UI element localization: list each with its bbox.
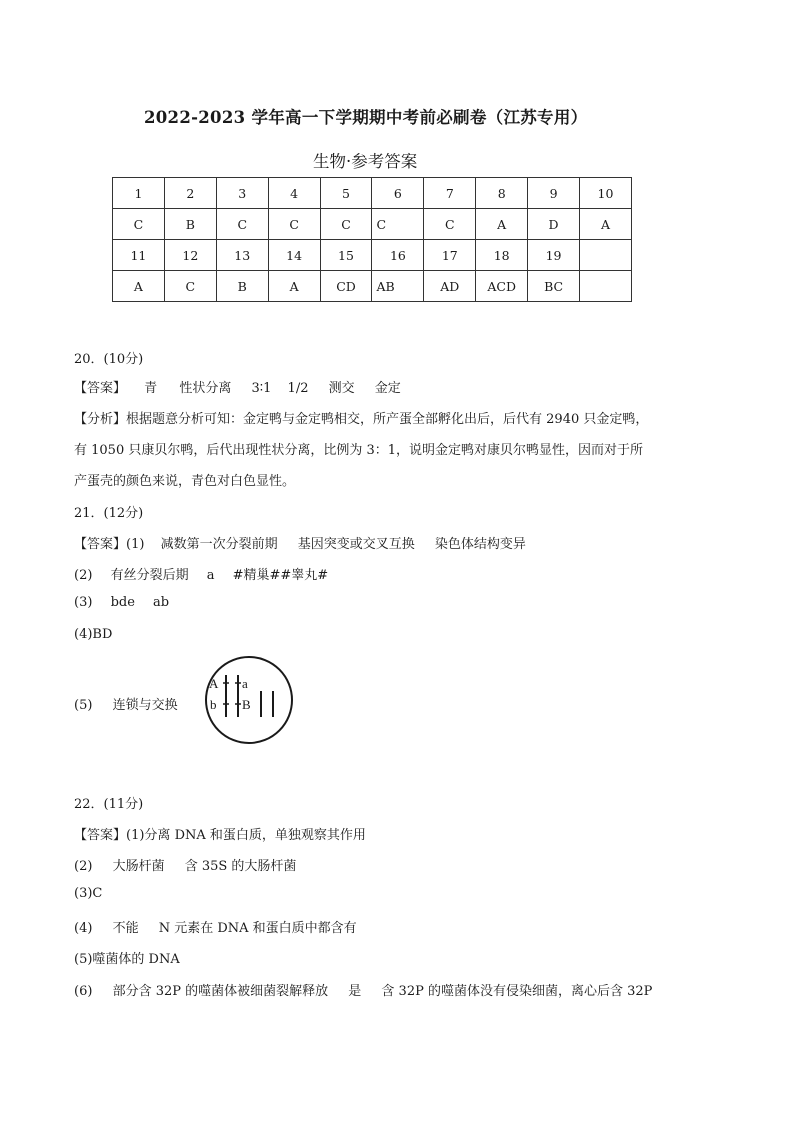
table-cell: C [216, 209, 268, 240]
table-cell: 6 [372, 178, 424, 209]
table-cell: 10 [580, 178, 632, 209]
answer-item: 有丝分裂后期 [110, 568, 189, 583]
q22-heading: 22．(11分) [74, 797, 144, 812]
document-title: 2022-2023 学年高一下学期期中考前必刷卷（江苏专用） [144, 108, 588, 127]
gene-label-B: B [242, 697, 251, 712]
answer-item: ab [153, 595, 170, 610]
q22-part2 [74, 855, 296, 874]
answer-label: 【答案】 [74, 381, 127, 396]
table-cell: BC [528, 271, 580, 302]
q20-analysis-line: 产蛋壳的颜色来说，青色对白色显性。 [74, 474, 296, 489]
analysis-text: 根据题意分析可知：金定鸭与金定鸭相交，所产蛋全部孵化出后，后代有 2940 只金定鸭， [126, 412, 649, 427]
table-cell: 16 [372, 240, 424, 271]
analysis-label: 【分析】 [74, 412, 127, 427]
table-cell: C [268, 209, 320, 240]
table-cell: AB [372, 271, 424, 302]
part-number: (2) [74, 568, 93, 583]
q20-analysis-line [74, 408, 648, 427]
answer-item: 基因突变或交叉互换 [297, 537, 415, 552]
answer-item: 性状分离 [179, 381, 232, 396]
q22-part3: (3)C [74, 886, 103, 901]
gene-label-a: a [242, 676, 248, 691]
q22-part5: (5)噬菌体的 DNA [74, 952, 180, 967]
table-cell: B [164, 209, 216, 240]
answer-item: N 元素在 DNA 和蛋白质中都含有 [158, 921, 357, 936]
table-cell: 14 [268, 240, 320, 271]
answer-label: 【答案】 [74, 828, 127, 843]
answer-item: bde [110, 595, 135, 610]
q21-part2 [74, 564, 328, 583]
table-cell: ACD [476, 271, 528, 302]
q21-part1 [74, 533, 526, 552]
table-cell: 19 [528, 240, 580, 271]
table-row [113, 178, 632, 209]
table-cell: B [216, 271, 268, 302]
table-cell: AD [424, 271, 476, 302]
gene-label-A: A [209, 676, 219, 691]
answer-item: 1/2 [287, 381, 309, 396]
table-cell: 2 [164, 178, 216, 209]
answer-item: 是 [348, 984, 362, 999]
answer-item: 含 35S 的大肠杆菌 [184, 859, 297, 874]
table-cell: 3 [216, 178, 268, 209]
answer-item: 大肠杆菌 [112, 859, 165, 874]
table-row [113, 271, 632, 302]
table-row [113, 240, 632, 271]
answer-item: 不能 [112, 921, 139, 936]
part-number: (3) [74, 595, 93, 610]
table-row [113, 209, 632, 240]
answer-item: 部分含 32P 的噬菌体被细菌裂解释放 [112, 984, 329, 999]
answer-item: a [206, 568, 215, 583]
table-cell: 11 [113, 240, 165, 271]
table-cell: A [268, 271, 320, 302]
table-cell: 9 [528, 178, 580, 209]
table-cell: C [164, 271, 216, 302]
q21-part3 [74, 595, 169, 610]
table-cell: 12 [164, 240, 216, 271]
q20-answer-line [74, 377, 401, 396]
part-number: (1) [126, 537, 145, 552]
q20-heading: 20．(10分) [74, 352, 144, 367]
table-cell: 8 [476, 178, 528, 209]
chromosome-diagram [202, 655, 298, 747]
part-number: (4) [74, 921, 93, 936]
table-cell: 17 [424, 240, 476, 271]
q22-part1 [74, 824, 366, 843]
part-number: (2) [74, 859, 93, 874]
table-cell: CD [320, 271, 372, 302]
table-cell: A [113, 271, 165, 302]
answer-item: 减数第一次分裂前期 [160, 537, 278, 552]
part-number: (5) [74, 698, 93, 713]
q20-analysis-line: 有 1050 只康贝尔鸭，后代出现性状分离，比例为 3：1，说明金定鸭对康贝尔鸭显性，因而对于所 [74, 443, 644, 458]
table-cell: 15 [320, 240, 372, 271]
table-cell: D [528, 209, 580, 240]
table-cell [580, 271, 632, 302]
q22-part6 [74, 980, 652, 999]
answer-item: 测交 [328, 381, 355, 396]
answer-table [112, 177, 632, 302]
table-cell: C [113, 209, 165, 240]
answer-item: 金定 [374, 381, 401, 396]
table-cell: 7 [424, 178, 476, 209]
q21-part4: (4)BD [74, 627, 113, 642]
table-cell: 1 [113, 178, 165, 209]
table-cell: A [476, 209, 528, 240]
q22-part4 [74, 917, 357, 936]
table-cell: 13 [216, 240, 268, 271]
answer-item: #精巢##睾丸# [232, 568, 329, 583]
table-cell: C [424, 209, 476, 240]
table-cell: C [372, 209, 424, 240]
q21-heading: 21．(12分) [74, 506, 144, 521]
table-cell [580, 240, 632, 271]
answer-item: 青 [144, 381, 158, 396]
table-cell: A [580, 209, 632, 240]
part-number: (6) [74, 984, 93, 999]
document-subtitle: 生物·参考答案 [313, 152, 418, 171]
answer-item: (1)分离 DNA 和蛋白质，单独观察其作用 [126, 828, 366, 843]
answer-label: 【答案】 [74, 537, 127, 552]
table-cell: 18 [476, 240, 528, 271]
answer-item: 连锁与交换 [112, 698, 178, 713]
answer-item: 3∶1 [251, 381, 272, 396]
table-cell: 4 [268, 178, 320, 209]
answer-item: 含 32P 的噬菌体没有侵染细菌，离心后含 32P [381, 984, 653, 999]
answer-item: 染色体结构变异 [434, 537, 526, 552]
table-cell: C [320, 209, 372, 240]
gene-label-b: b [210, 697, 217, 712]
table-cell: 5 [320, 178, 372, 209]
q21-part5 [74, 694, 178, 713]
